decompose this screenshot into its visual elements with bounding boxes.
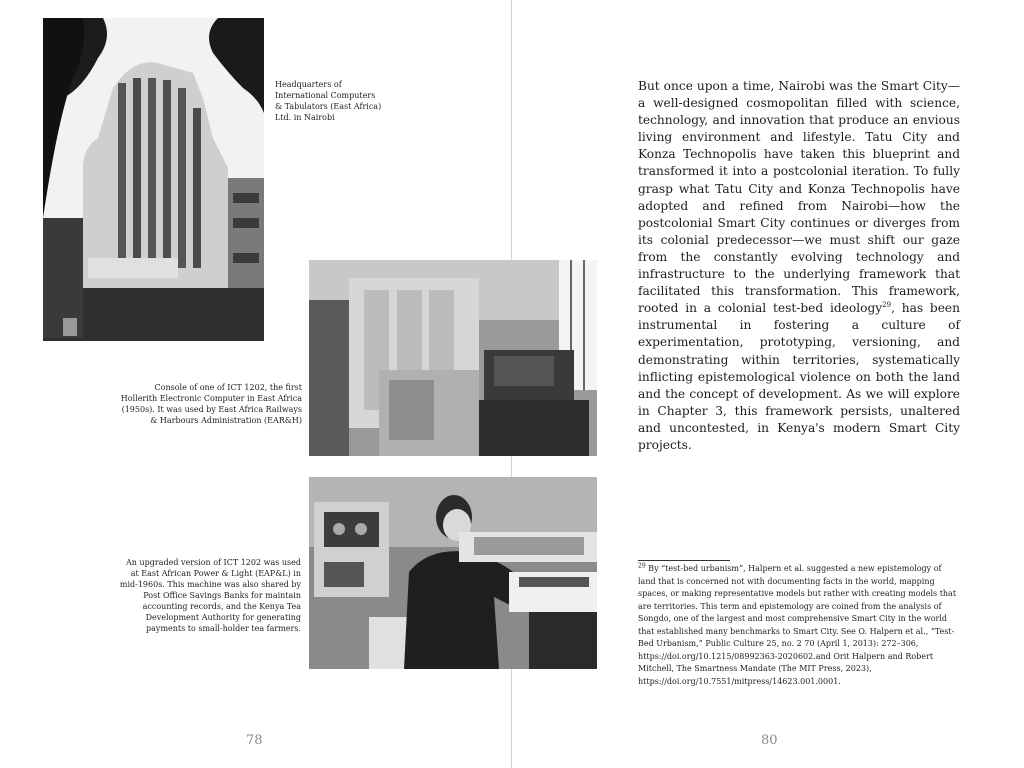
footnote-reference[interactable]: 29 xyxy=(882,301,892,310)
footnote-text: By “test-bed urbanism”, Halpern et al. suggested a new epistemology of land that is concerned not with documenting facts in the world, mapping spaces, or making representative models but rather with creating models that are territories. This term and epistemology are coined from the analysis of Songdo, one of the largest and most comprehensive Smart City in the world that established many benchmarks to Smart City. See O. Halpern et al., “Test-Bed Urbanism,” Public Culture 25, no. 2 70 (April 1, 2013): 272–306, https://doi.org/10.1215/08992363-2020602.and Orit Halpern and Robert Mitchell, The Smartness Mandate (The MIT Press, 2023), https://doi.org/10.7551/mitpress/14623.001.0001. xyxy=(638,564,957,686)
body-text-part-2: , has been instrumental in fostering a culture of experimentation, prototyping, versioning, and demonstrating within territories, systematically inflicting epistemological violence on both the land and the concept of development. As we will explore in Chapter 3, this framework persists, unaltered and uncontested, in Kenya's modern Smart City projects. xyxy=(638,301,960,452)
ict-1202-console-photo xyxy=(309,260,597,456)
hq-photo-caption: Headquarters of International Computers & Tabulators (East Africa) Ltd. in Nairobi xyxy=(275,80,382,122)
page-number-left: 78 xyxy=(246,733,263,748)
footnote-divider xyxy=(638,560,730,561)
footnote-number: 29 xyxy=(638,562,646,570)
ict-1202-upgraded-photo xyxy=(309,477,597,669)
console-photo-caption: Console of one of ICT 1202, the first Hollerith Electronic Computer in East Africa (1950s). It was used by East Africa Railways & Harbours Administration (EAR&H) xyxy=(120,383,302,425)
page-number-right: 80 xyxy=(761,733,778,748)
footnote-29 xyxy=(638,563,960,688)
body-text-part-1: But once upon a time, Nairobi was the Smart City—a well-designed cosmopolitan filled with science, technology, and innovation that produce an envious living environment and lifestyle. Tatu City and Konza Technopolis have taken this blueprint and transformed it into a postcolonial iteration. To fully grasp what Tatu City and Konza Technopolis have adopted and refined from Nairobi—how the postcolonial Smart City continues or diverges from its colonial predecessor—we must shift our gaze from the constantly evolving technology and infrastructure to the underlying framework that facilitated this transformation. This framework, rooted in a colonial test-bed ideology xyxy=(638,79,960,316)
upgraded-photo-caption: An upgraded version of ICT 1202 was used at East African Power & Light (EAP&L) in mid-1960s. This machine was also shared by Post Office Savings Banks for maintain accounting records, and the Kenya Tea Development Authority for generating payments to small-holder tea farmers. xyxy=(119,558,301,633)
main-body-paragraph xyxy=(638,78,960,454)
hq-building-photo xyxy=(43,18,264,341)
